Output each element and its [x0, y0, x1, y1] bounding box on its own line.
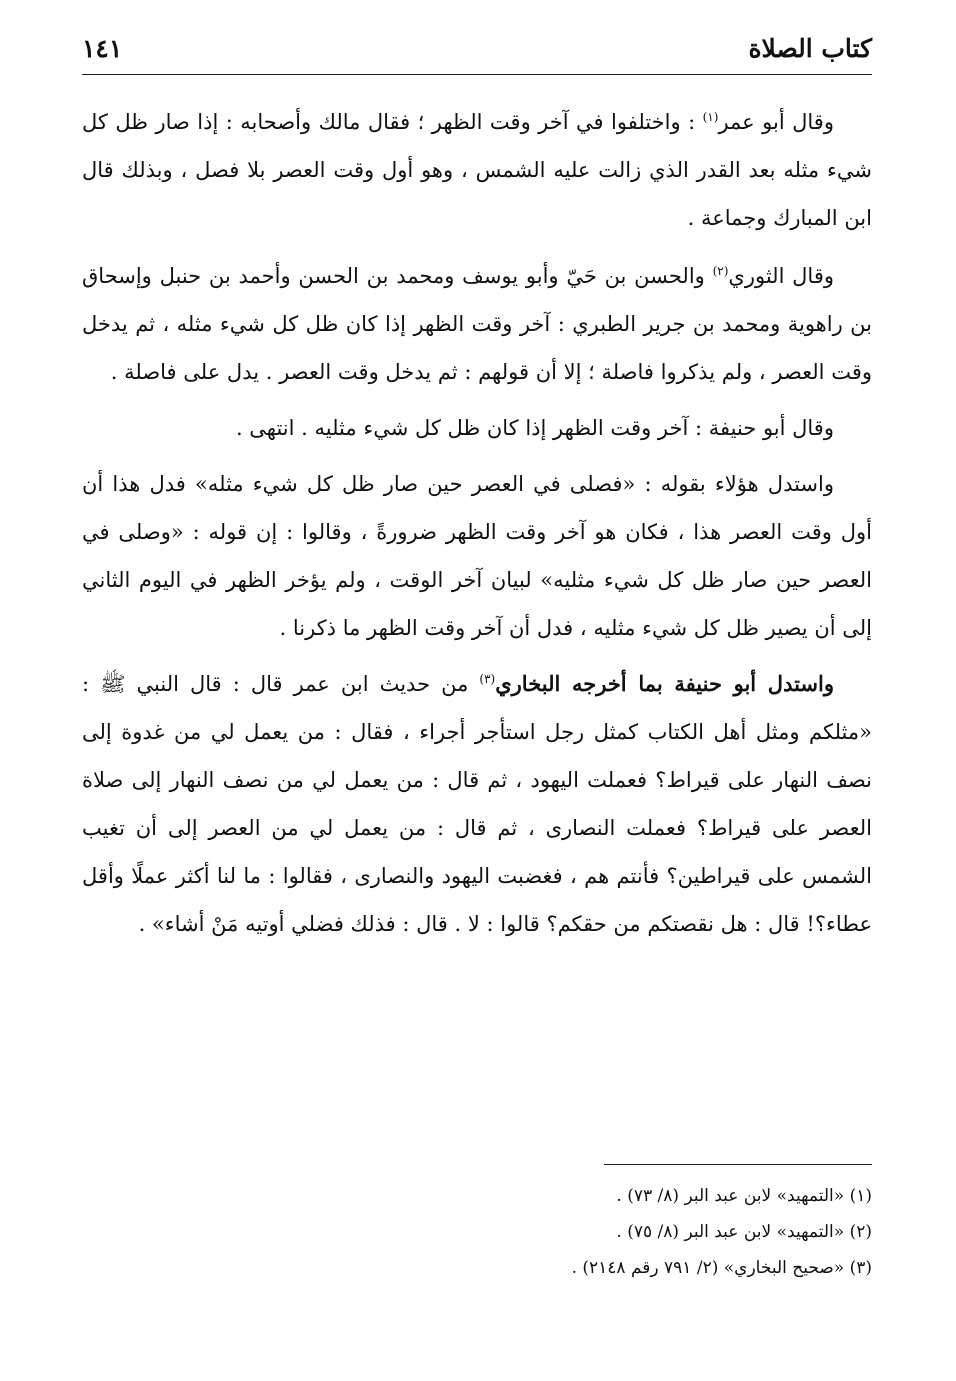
- paragraph-1: [82, 98, 872, 242]
- paragraph-2: [82, 252, 872, 396]
- running-head: كتاب الصلاة: [748, 34, 872, 63]
- footnote-1: (١) «التمهيد» لابن عبد البر (٨/ ٧٣) .: [616, 1186, 872, 1206]
- footnote-ref-3: (٣): [479, 672, 496, 686]
- paragraph-3: وقال أبو حنيفة : آخر وقت الظهر إذا كان ظل كل شيء مثليه . انتهى .: [235, 416, 834, 440]
- paragraph-5: [82, 660, 872, 948]
- page-header: [82, 30, 872, 75]
- page-number: ١٤١: [82, 34, 123, 63]
- paragraph-5-rest: من حديث ابن عمر قال : قال النبي ﷺ : «مثلكم ومثل أهل الكتاب كمثل رجل استأجر أجراء ، فقال : من يعمل لي من غدوة إلى نصف النهار على قيراط؟ فعملت اليهود ، ثم قال : من يعمل لي من نصف النهار إلى صلاة العصر على قيراط؟ فعملت النصارى ، ثم قال : من يعمل لي من العصر إلى أن تغيب الشمس على قيراطين؟ فأنتم هم ، فغضبت اليهود والنصارى ، فقالوا : ما لنا أكثر عملًا وأقل عطاء؟! قال : هل نقصتكم من حقكم؟ قالوا : لا . قال : فذلك فضلي أوتيه مَنْ أشاء» .: [82, 672, 872, 936]
- paragraph-4: واستدل هؤلاء بقوله : «فصلى في العصر حين صار ظل كل شيء مثله» فدل هذا أن أول وقت العصر هذا ، فكان هو آخر وقت الظهر ضرورةً ، وقالوا : إن قوله : «وصلى في العصر حين صار ظل كل شيء مثليه» لبيان آخر الوقت ، ولم يؤخر الظهر في اليوم الثاني إلى أن يصير ظل كل شيء مثليه ، فدل أن آخر وقت الظهر ما ذكرنا .: [82, 472, 872, 640]
- footnote-ref-1: (١): [702, 110, 719, 124]
- paragraph-5-bold-lead: واستدل أبو حنيفة بما أخرجه البخاري: [495, 671, 834, 696]
- main-text: [82, 98, 872, 956]
- paragraph-2-start: وقال الثوري: [728, 264, 834, 288]
- footnote-ref-2: (٢): [712, 264, 729, 278]
- paragraph-1-rest: : واختلفوا في آخر وقت الظهر ؛ فقال مالك وأصحابه : إذا صار ظل كل شيء مثله بعد القدر الذي زالت عليه الشمس ، وهو أول وقت العصر بلا فصل ، وبذلك قال ابن المبارك وجماعة .: [82, 110, 872, 230]
- footnote-3: (٣) «صحيح البخاري» (٢/ ٧٩١ رقم ٢١٤٨) .: [571, 1258, 872, 1278]
- paragraph-1-start: وقال أبو عمر: [718, 110, 834, 134]
- footnote-separator: [604, 1164, 872, 1165]
- footnote-2: (٢) «التمهيد» لابن عبد البر (٨/ ٧٥) .: [616, 1222, 872, 1242]
- footnotes: [82, 1178, 872, 1286]
- paragraph-2-rest: والحسن بن حَيّ وأبو يوسف ومحمد بن الحسن وأحمد بن حنبل وإسحاق بن راهوية ومحمد بن جرير الطبري : آخر وقت الظهر إذا كان ظل كل شيء مثله ، ثم يدخل وقت العصر ، ولم يذكروا فاصلة ؛ إلا أن قولهم : ثم يدخل وقت العصر . يدل على فاصلة .: [82, 264, 872, 384]
